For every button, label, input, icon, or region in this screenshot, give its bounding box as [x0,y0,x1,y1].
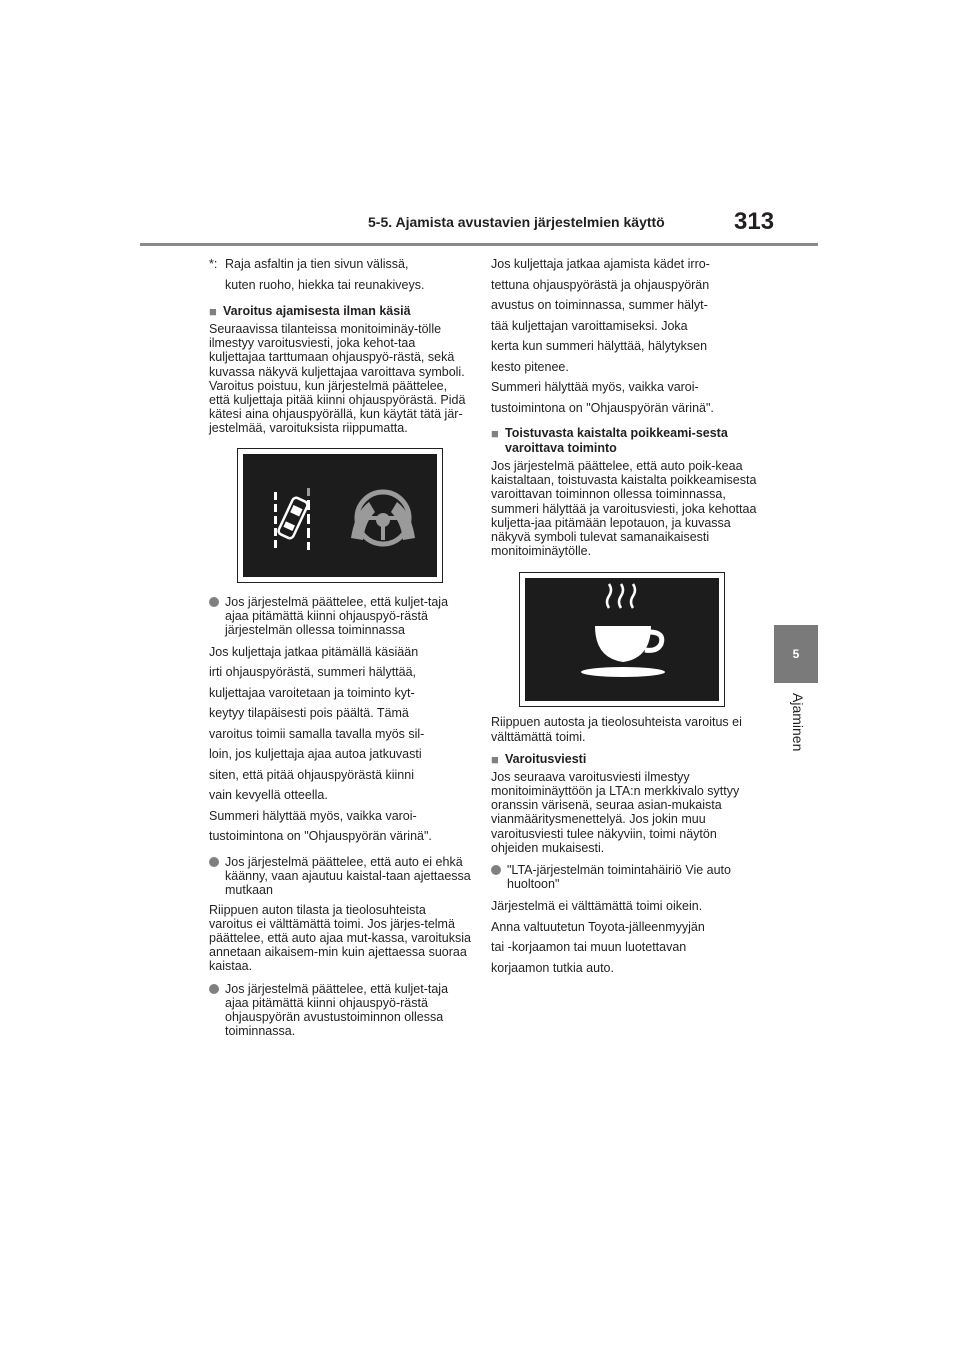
bullet-item [209,595,471,637]
text-line: Anna valtuutetun Toyota-jälleenmyyjän [491,919,705,934]
figure-lane-warning [237,448,443,583]
paragraph: Jos seuraava varoitusviesti ilmestyy monitoiminäyttöön ja LTA:n merkkivalo syttyy oranssin värisenä, seuraa asian-mukaista vianmääritysmenettelyä. Jos jokin muu varoitusviesti tulee näkyviin, toimi näytön ohjeiden mukaisesti. [491,769,740,855]
bullet-item [209,855,471,897]
text-line: Jos kuljettaja jatkaa ajamista kädet irro- [491,257,710,271]
square-bullet-icon: ■ [491,426,499,441]
text-line: Järjestelmä ei välttämättä toimi oikein. [491,899,703,914]
section-heading [491,426,759,456]
paragraph: Jos järjestelmä päättelee, että auto poik-keaa kaistaltaan, toistuvasta kaistalta poikkeamisesta varoittavan toiminnon ollessa toiminnassa, summeri hälyttää ja varoitusviesti, joka kehottaa kuljetta-jaa pitämään lepotauon, ja kuvassa näkyvä symboli tulevat samanaikaisesti monitoiminäytölle. [491,459,757,559]
text-line: vain kevyellä otteella. [209,788,328,803]
header-section-title: 5-5. Ajamista avustavien järjestelmien käyttö [368,214,665,230]
bullet-item [491,863,759,891]
round-bullet-icon [209,984,219,994]
paragraph: Riippuen autosta ja tieolosuhteista varoitus ei välttämättä toimi. [491,715,742,744]
heading-text: Toistuvasta kaistalta poikkeami-sesta varoittava toiminto [505,426,728,455]
figure-rest-warning [519,572,725,707]
footnote [209,254,471,296]
chapter-label: Ajaminen [790,693,806,752]
text-line: Summeri hälyttää myös, vaikka varoi- [491,380,699,394]
bullet-text: Jos järjestelmä päättelee, että kuljet-taja ajaa pitämättä kiinni ohjauspyö-rästä ohjauspyörän avustustoiminnon ollessa toiminnassa. [225,981,449,1038]
text-line: kerta kun summeri hälyttää, hälytyksen [491,339,708,353]
right-column [491,254,759,978]
text-line: korjaamon tutkia auto. [491,960,614,975]
display-screen [525,578,719,701]
heading-text: Varoitus ajamisesta ilman käsiä [223,304,411,318]
text-line: tettuna ohjauspyörästä ja ohjauspyörän [491,277,710,292]
text-line: tustoimintona on "Ohjauspyörän värinä". [491,400,714,415]
page-number: 313 [734,208,775,235]
bullet-text: Jos järjestelmä päättelee, että kuljet-taja ajaa pitämättä kiinni ohjauspyö-rästä järjestelmän ollessa toiminnassa [225,594,449,637]
text-line: siten, että pitää ohjauspyörästä kiinni [209,767,414,782]
bullet-text: Jos järjestelmä päättelee, että auto ei ehkä käänny, vaan ajautuu kaistal-taan ajettaessa mutkaan [225,854,471,897]
text-line: Summeri hälyttää myös, vaikka varoi- [209,808,417,823]
lane-departure-icon [274,488,310,550]
header-rule [140,243,818,246]
bullet-text: "LTA-järjestelmän toimintahäiriö Vie auto huoltoon" [507,863,731,892]
text-line: avustus on toiminnassa, summer hälyt- [491,298,708,312]
section-heading [209,304,471,319]
footnote-line: Raja asfaltin ja tien sivun välissä, [225,257,409,271]
paragraph [209,642,471,847]
text-line: tai -korjaamon tai muun luotettavan [491,940,687,955]
text-line: keytyy tilapäisesti pois päältä. Tämä [209,706,409,721]
text-line: kuljettajaa varoitetaan ja toiminto kyt- [209,685,415,700]
square-bullet-icon: ■ [209,304,217,319]
footnote-line: kuten ruoho, hiekka tai reunakiveys. [225,278,425,292]
square-bullet-icon: ■ [491,751,499,767]
display-screen [243,454,437,577]
round-bullet-icon [209,857,219,867]
heading-text: Varoitusviesti [505,751,587,766]
text-line: Jos kuljettaja jatkaa pitämällä käsiään [209,644,419,659]
text-line: tustoimintona on "Ohjauspyörän värinä". [209,829,432,844]
text-line: tää kuljettajan varoittamiseksi. Joka [491,318,688,333]
left-column [209,254,471,1038]
paragraph: Seuraavissa tilanteissa monitoiminäy-tölle ilmestyy varoitusviesti, joka kehot-taa kuljettajaa tarttumaan ohjauspyö-rästä, sekä kuvassa näkyvä kuljettajaa varoittava symboli. Varoitus poistuu, kun järjestelmä päättelee, että kuljettaja pitää kiinni ohjauspyörästä. Pidä kätesi aina ohjauspyörällä, kun käytät tätä jär-jestelmää, varoituksista riippumatta. [209,322,466,436]
section-heading [491,752,759,767]
paragraph [491,254,759,418]
paragraph: Riippuen auton tilasta ja tieolosuhteista varoitus ei välttämättä toimi. Jos järjes-telmä päättelee, että auto ajaa mut-kassa, varoituksia annetaan aikaisem-min kuin ajettaessa suoraa kaistaa. [209,902,471,974]
text-line: irti ohjauspyörästä, summeri hälyttää, [209,665,417,680]
round-bullet-icon [491,865,501,875]
footnote-mark: *: [209,257,218,271]
text-line: varoitus toimii samalla tavalla myös sil- [209,726,425,741]
round-bullet-icon [209,597,219,607]
hands-on-wheel-icon [351,492,415,544]
bullet-item [209,982,471,1038]
text-line: kesto pitenee. [491,359,569,374]
paragraph [491,896,759,978]
coffee-cup-icon [525,578,719,701]
chapter-tab: 5 [774,625,818,683]
text-line: loin, jos kuljettaja ajaa autoa jatkuvasti [209,747,422,762]
